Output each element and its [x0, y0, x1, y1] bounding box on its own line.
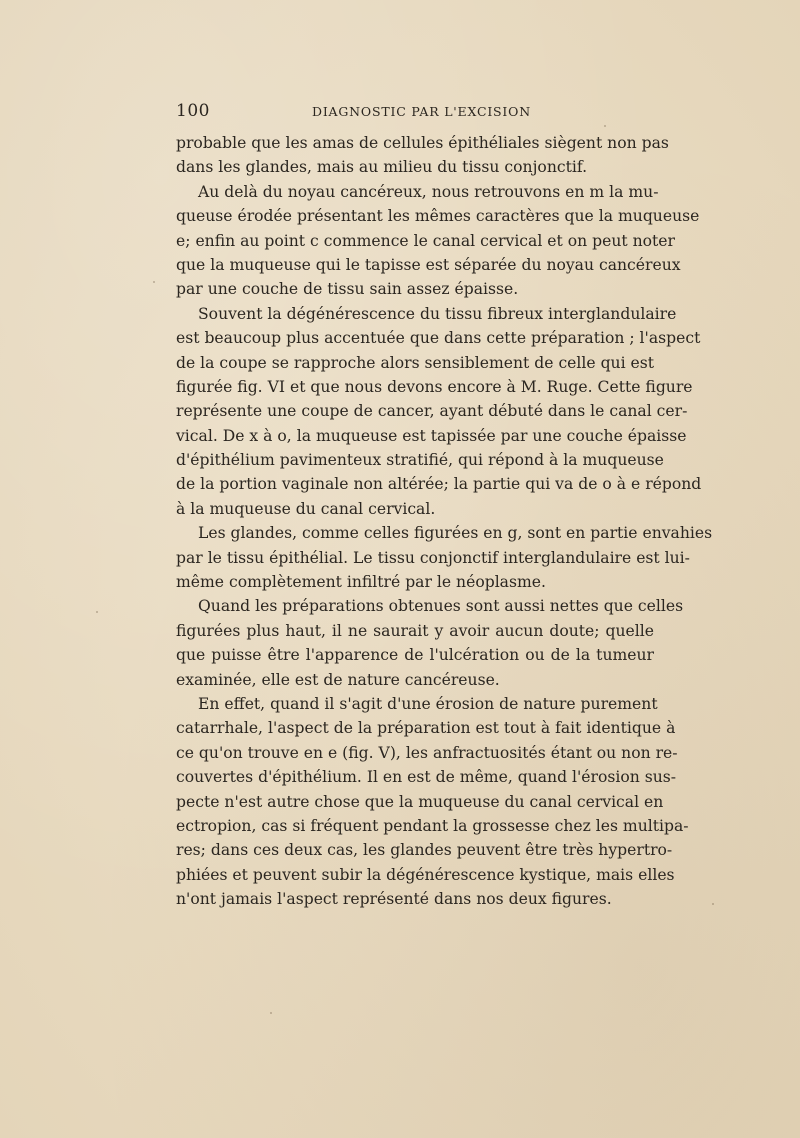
text-line: Au delà du noyau cancéreux, nous retrouvons en m la mu- — [198, 182, 659, 201]
text-line: catarrhale, l'aspect de la préparation est tout à fait identique à — [176, 719, 676, 738]
paper-speck — [96, 611, 98, 613]
text-line: d'épithélium pavimenteux stratifié, qui répond à la muqueuse — [176, 451, 664, 470]
text-line: à la muqueuse du canal cervical. — [176, 499, 436, 518]
text-line: dans les glandes, mais au milieu du tissu conjonctif. — [176, 158, 588, 177]
text-line: que puisse être l'apparence de l'ulcération ou de la tumeur — [176, 646, 654, 665]
text-line: En effet, quand il s'agit d'une érosion de nature purement — [198, 694, 658, 713]
text-line: probable que les amas de cellules épithéliales siègent non pas — [176, 134, 669, 152]
text-line: ectropion, cas si fréquent pendant la grossesse chez les multipa- — [176, 816, 689, 835]
text-line: par le tissu épithélial. Le tissu conjonctif interglandulaire est lui- — [176, 548, 690, 567]
text-line: même complètement infiltré par le néoplasme. — [176, 573, 546, 592]
text-line: pecte n'est autre chose que la muqueuse du canal cervical en — [176, 792, 664, 811]
text-line: ce qu'on trouve en e (fig. V), les anfractuosités étant ou non re- — [176, 743, 678, 762]
text-line: e; enfin au point c commence le canal cervical et on peut noter — [176, 231, 675, 250]
text-line: queuse érodée présentant les mêmes caractères que la muqueuse — [176, 207, 700, 226]
text-line: couvertes d'épithélium. Il en est de même, quand l'érosion sus- — [176, 768, 677, 787]
text-line: de la portion vaginale non altérée; la partie qui va de o à e répond — [176, 475, 702, 494]
running-head — [176, 101, 656, 121]
text-line: Quand les préparations obtenues sont aussi nettes que celles — [198, 597, 684, 616]
text-line: est beaucoup plus accentuée que dans cette préparation ; l'aspect — [176, 329, 701, 348]
paper-speck — [604, 125, 606, 127]
text-line: par une couche de tissu sain assez épaisse. — [176, 280, 519, 299]
text-line: représente une coupe de cancer, ayant débuté dans le canal cer- — [176, 402, 688, 421]
text-line: figurées plus haut, il ne saurait y avoir aucun doute; quelle — [176, 621, 654, 640]
text-line: examinée, elle est de nature cancéreuse. — [176, 670, 500, 689]
body-text — [176, 131, 713, 912]
text-line: Souvent la dégénérescence du tissu fibreux interglandulaire — [198, 304, 677, 323]
text-line: que la muqueuse qui le tapisse est séparée du noyau cancéreux — [176, 255, 681, 274]
page-number: 100 — [176, 101, 210, 121]
text-line: de la coupe se rapproche alors sensiblement de celle qui est — [176, 353, 655, 372]
text-line: figurée fig. VI et que nous devons encore à M. Ruge. Cette figure — [176, 377, 693, 396]
text-line: Les glandes, comme celles figurées en g, sont en partie envahies — [198, 524, 713, 543]
text-line: res; dans ces deux cas, les glandes peuvent être très hypertro- — [176, 841, 673, 860]
text-line: phiées et peuvent subir la dégénérescence kystique, mais elles — [176, 865, 675, 884]
text-line: vical. De x à o, la muqueuse est tapissée par une couche épaisse — [176, 426, 687, 445]
paper-speck — [153, 281, 155, 283]
paper-speck — [270, 1012, 272, 1014]
text-line: n'ont jamais l'aspect représenté dans nos deux figures. — [176, 890, 612, 909]
paper-speck — [712, 903, 714, 905]
running-title: DIAGNOSTIC PAR L'EXCISION — [312, 104, 531, 119]
